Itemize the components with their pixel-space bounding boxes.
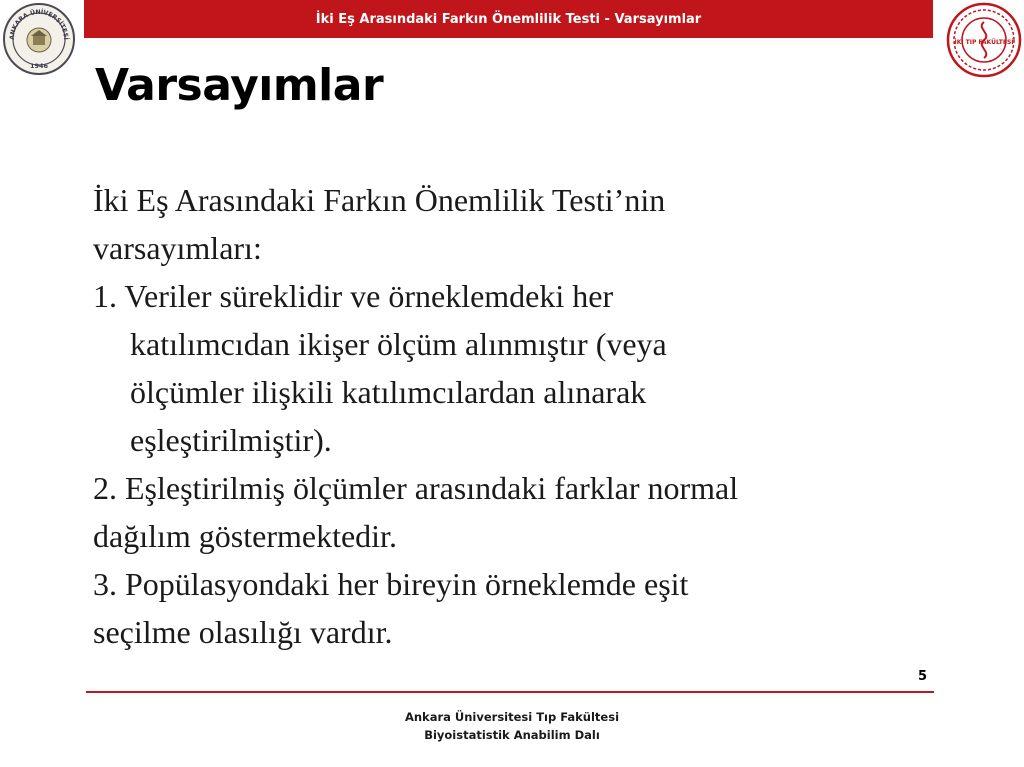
footer-line-2: Biyoistatistik Anabilim Dalı	[424, 728, 600, 742]
footer-line-1: Ankara Üniversitesi Tıp Fakültesi	[404, 710, 620, 724]
body-line: dağılım göstermektedir.	[93, 518, 397, 554]
svg-text:1946: 1946	[29, 62, 49, 70]
body-line: 1. Veriler süreklidir ve örneklemdeki her	[93, 278, 614, 314]
body-line: ölçümler ilişkili katılımcılardan alınarak	[130, 374, 647, 410]
svg-text:ANKARA ÜNİVERSİTESİ: ANKARA ÜNİVERSİTESİ	[8, 8, 70, 41]
body-line: eşleştirilmiştir).	[130, 422, 332, 458]
ankara-universitesi-seal-icon	[2, 2, 76, 76]
slide-body	[93, 176, 933, 656]
body-line: İki Eş Arasındaki Farkın Önemlilik Testi’nin	[93, 182, 666, 218]
slide-title: Varsayımlar	[95, 60, 384, 111]
header-bar	[84, 0, 933, 38]
body-line: katılımcıdan ikişer ölçüm alınmıştır (veya	[130, 326, 667, 362]
body-line: seçilme olasılığı vardır.	[93, 614, 393, 650]
body-line: 2. Eşleştirilmiş ölçümler arasındaki farklar normal	[93, 470, 739, 506]
body-line: varsayımları:	[93, 230, 262, 266]
page-number: 5	[918, 669, 928, 684]
footer-divider	[86, 691, 934, 693]
header-title: İki Eş Arasındaki Farkın Önemlilik Testi - Varsayımlar	[315, 11, 702, 27]
body-line: 3. Popülasyondaki her bireyin örneklemde eşit	[93, 566, 689, 602]
footer	[0, 708, 1024, 744]
svg-text:İKİ TIP FAKÜLTESİ: İKİ TIP FAKÜLTESİ	[954, 39, 1014, 46]
tip-fakultesi-seal-icon	[946, 2, 1022, 78]
